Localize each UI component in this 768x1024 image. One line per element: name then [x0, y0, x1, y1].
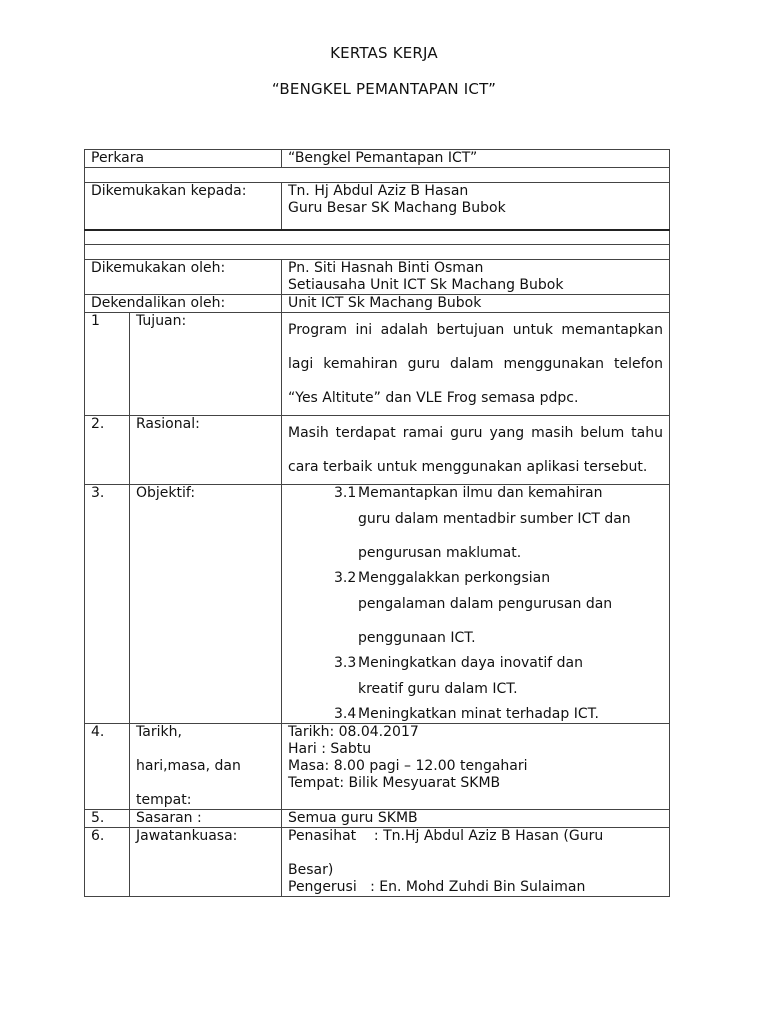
- objektif-item-text: Meningkatkan daya inovatif dan: [358, 655, 583, 671]
- oleh-value: [282, 260, 670, 295]
- jawatankuasa-label: Jawatankuasa:: [130, 828, 282, 897]
- dikendali-label: Dekendalikan oleh:: [85, 295, 282, 313]
- objektif-label: Objektif:: [130, 485, 282, 724]
- oleh-label: Dikemukakan oleh:: [85, 260, 282, 295]
- tarikh-label-line: hari,masa, dan: [136, 758, 241, 774]
- objektif-item-num: 3.2: [334, 570, 357, 586]
- tarikh-place: Tempat: Bilik Mesyuarat SKMB: [288, 775, 501, 791]
- objektif-line: pengalaman dalam pengurusan dan: [358, 596, 613, 612]
- objektif-item-num: 3.1: [334, 485, 357, 501]
- objektif-item-num: 3.3: [334, 655, 357, 671]
- rasional-text: Masih terdapat ramai guru yang masih belum tahu cara terbaik untuk menggunakan aplikasi tersebut.: [282, 416, 670, 485]
- objektif-item: [288, 485, 663, 502]
- oleh-line2: Setiausaha Unit ICT Sk Machang Bubok: [288, 277, 564, 293]
- rasional-label: Rasional:: [130, 416, 282, 485]
- tujuan-num: 1: [85, 313, 130, 416]
- row-dikendalikan-oleh: [85, 295, 670, 313]
- objektif-num: 3.: [85, 485, 130, 724]
- row-rasional: [85, 416, 670, 485]
- kertas-kerja-table: [84, 149, 670, 897]
- objektif-item: [288, 655, 663, 672]
- document-title: KERTAS KERJA: [330, 44, 438, 62]
- sasaran-value: Semua guru SKMB: [282, 810, 670, 828]
- tarikh-label-line: tempat:: [136, 792, 192, 808]
- spacer-row: [85, 168, 670, 183]
- tarikh-day: Hari : Sabtu: [288, 741, 372, 757]
- document-subtitle: “BENGKEL PEMANTAPAN ICT”: [271, 80, 497, 98]
- spacer-row: [85, 245, 670, 260]
- rasional-num: 2.: [85, 416, 130, 485]
- penasihat-line: Besar): [288, 862, 334, 878]
- objektif-line: guru dalam mentadbir sumber ICT dan: [358, 511, 631, 527]
- objektif-item-text: Meningkatkan minat terhadap ICT.: [358, 706, 599, 722]
- penasihat-line: Penasihat : Tn.Hj Abdul Aziz B Hasan (Guru: [288, 828, 604, 844]
- tujuan-text: Program ini adalah bertujuan untuk memantapkan lagi kemahiran guru dalam menggunakan telefon “Yes Altitute” dan VLE Frog semasa pdpc.: [282, 313, 670, 416]
- jawatankuasa-details: [282, 828, 670, 897]
- tarikh-label-line: Tarikh,: [136, 724, 182, 740]
- row-objektif: [85, 485, 670, 724]
- objektif-item: [288, 570, 663, 587]
- sasaran-num: 5.: [85, 810, 130, 828]
- kepada-line2: Guru Besar SK Machang Bubok: [288, 200, 506, 216]
- objektif-list: [282, 485, 670, 724]
- row-perkara: [85, 150, 670, 168]
- perkara-label: Perkara: [85, 150, 282, 168]
- pengerusi-line: Pengerusi : En. Mohd Zuhdi Bin Sulaiman: [288, 879, 586, 895]
- spacer-row: [85, 230, 670, 245]
- tarikh-num: 4.: [85, 724, 130, 810]
- tujuan-label: Tujuan:: [130, 313, 282, 416]
- tarikh-date: Tarikh: 08.04.2017: [288, 724, 419, 740]
- row-sasaran: [85, 810, 670, 828]
- objektif-line: kreatif guru dalam ICT.: [358, 681, 518, 697]
- objektif-item-cont: [288, 587, 663, 655]
- perkara-value: “Bengkel Pemantapan ICT”: [282, 150, 670, 168]
- objektif-item-text: Memantapkan ilmu dan kemahiran: [358, 485, 603, 501]
- row-tujuan: [85, 313, 670, 416]
- objektif-line: penggunaan ICT.: [358, 630, 476, 646]
- objektif-item-num: 3.4: [334, 706, 357, 722]
- tarikh-time: Masa: 8.00 pagi – 12.00 tengahari: [288, 758, 528, 774]
- row-tarikh: [85, 724, 670, 810]
- oleh-line1: Pn. Siti Hasnah Binti Osman: [288, 260, 484, 276]
- row-dikemukakan-kepada: [85, 183, 670, 231]
- objektif-line: pengurusan maklumat.: [358, 545, 522, 561]
- row-dikemukakan-oleh: [85, 260, 670, 295]
- jawatankuasa-num: 6.: [85, 828, 130, 897]
- objektif-item-cont: [288, 502, 663, 570]
- dikendali-value: Unit ICT Sk Machang Bubok: [282, 295, 670, 313]
- sasaran-label: Sasaran :: [130, 810, 282, 828]
- kepada-value: [282, 183, 670, 231]
- objektif-item-text: Menggalakkan perkongsian: [358, 570, 551, 586]
- kepada-line1: Tn. Hj Abdul Aziz B Hasan: [288, 183, 469, 199]
- tarikh-details: [282, 724, 670, 810]
- tarikh-label: [130, 724, 282, 810]
- objektif-item-cont: [288, 672, 663, 706]
- row-jawatankuasa: [85, 828, 670, 897]
- kepada-label: Dikemukakan kepada:: [85, 183, 282, 231]
- objektif-item: [288, 706, 663, 723]
